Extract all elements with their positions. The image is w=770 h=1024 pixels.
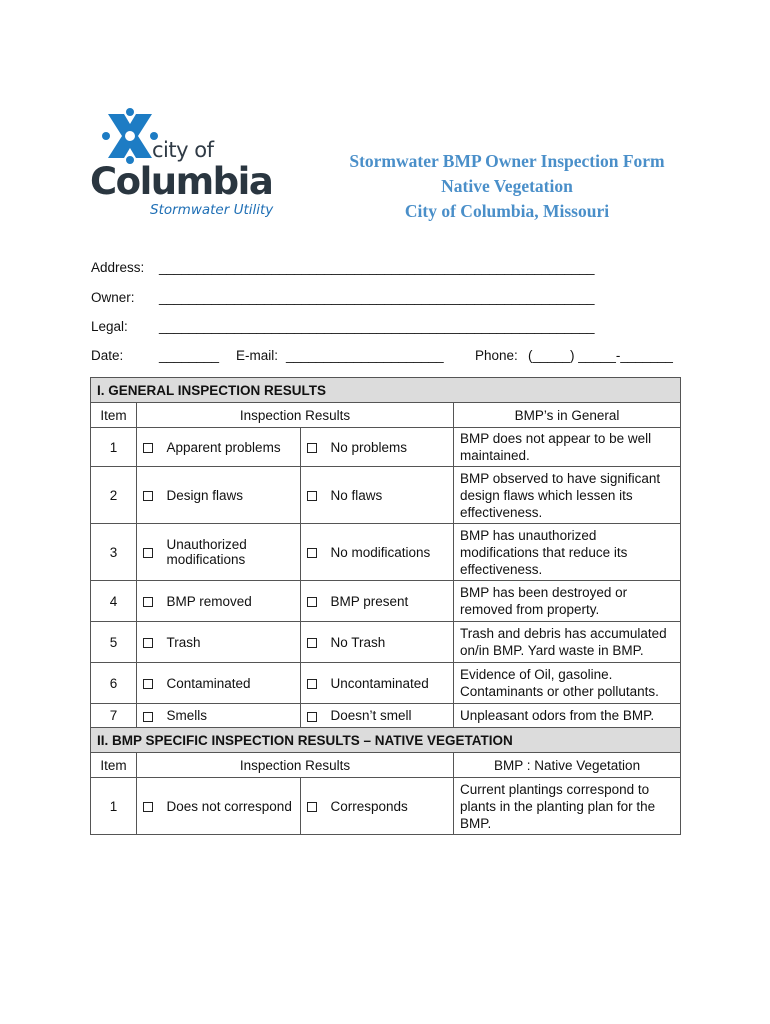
checkbox-bmp-removed[interactable] bbox=[137, 581, 163, 622]
option-label: Unauthorized modifications bbox=[163, 524, 301, 581]
phone-label: Phone: bbox=[475, 348, 518, 363]
col-item-header: Item bbox=[91, 403, 137, 428]
checkbox-no-trash[interactable] bbox=[301, 622, 327, 663]
option-label: No flaws bbox=[327, 467, 454, 524]
option-label: Contaminated bbox=[163, 663, 301, 704]
checkbox-icon[interactable] bbox=[143, 712, 153, 722]
logo-city-of: city of bbox=[152, 138, 214, 162]
form-title-line3: City of Columbia, Missouri bbox=[404, 201, 610, 221]
row-description: BMP has been destroyed or removed from property. bbox=[454, 581, 681, 622]
option-label: Does not correspond bbox=[163, 778, 301, 835]
checkbox-doesnt-smell[interactable] bbox=[301, 704, 327, 728]
row-item-number: 6 bbox=[91, 663, 137, 704]
checkbox-icon[interactable] bbox=[143, 638, 153, 648]
col-desc-header: BMP’s in General bbox=[454, 403, 681, 428]
checkbox-icon[interactable] bbox=[307, 679, 317, 689]
option-label: Corresponds bbox=[327, 778, 454, 835]
columbia-emblem-icon bbox=[102, 108, 158, 164]
form-title bbox=[300, 149, 714, 224]
row-description: Trash and debris has accumulated on/in BMP. Yard waste in BMP. bbox=[454, 622, 681, 663]
col-desc-header: BMP : Native Vegetation bbox=[454, 753, 681, 778]
table-row bbox=[91, 467, 681, 524]
option-label: Trash bbox=[163, 622, 301, 663]
row-item-number: 3 bbox=[91, 524, 137, 581]
checkbox-corresponds[interactable] bbox=[301, 778, 327, 835]
table-row bbox=[91, 704, 681, 728]
checkbox-apparent-problems[interactable] bbox=[137, 428, 163, 467]
row-description: Evidence of Oil, gasoline. Contaminants or other pollutants. bbox=[454, 663, 681, 704]
email-field[interactable]: _____________________ bbox=[286, 348, 444, 363]
logo-name: Columbia bbox=[90, 160, 273, 203]
row-description: BMP does not appear to be well maintained. bbox=[454, 428, 681, 467]
checkbox-does-not-correspond[interactable] bbox=[137, 778, 163, 835]
row-description: Current plantings correspond to plants in the planting plan for the BMP. bbox=[454, 778, 681, 835]
form-title-line2: Native Vegetation bbox=[441, 176, 573, 196]
date-label: Date: bbox=[91, 348, 124, 363]
checkbox-icon[interactable] bbox=[143, 443, 153, 453]
checkbox-icon[interactable] bbox=[307, 443, 317, 453]
logo-tagline: Stormwater Utility bbox=[150, 202, 274, 218]
checkbox-icon[interactable] bbox=[143, 802, 153, 812]
row-item-number: 1 bbox=[91, 428, 137, 467]
owner-field[interactable]: __________________________________________________________ bbox=[159, 290, 595, 305]
option-label: No problems bbox=[327, 428, 454, 467]
checkbox-no-flaws[interactable] bbox=[301, 467, 327, 524]
checkbox-icon[interactable] bbox=[307, 597, 317, 607]
checkbox-no-modifications[interactable] bbox=[301, 524, 327, 581]
option-label: Smells bbox=[163, 704, 301, 728]
checkbox-icon[interactable] bbox=[307, 802, 317, 812]
checkbox-bmp-present[interactable] bbox=[301, 581, 327, 622]
owner-label: Owner: bbox=[91, 290, 135, 305]
table-row bbox=[91, 778, 681, 835]
row-item-number: 1 bbox=[91, 778, 137, 835]
table-row bbox=[91, 581, 681, 622]
table-row bbox=[91, 524, 681, 581]
email-label: E-mail: bbox=[236, 348, 279, 363]
checkbox-design-flaws[interactable] bbox=[137, 467, 163, 524]
option-label: BMP removed bbox=[163, 581, 301, 622]
address-field[interactable]: __________________________________________________________ bbox=[159, 260, 595, 275]
table-row bbox=[91, 622, 681, 663]
form-title-line1: Stormwater BMP Owner Inspection Form bbox=[349, 151, 665, 171]
col-results-header: Inspection Results bbox=[137, 403, 454, 428]
checkbox-icon[interactable] bbox=[307, 548, 317, 558]
option-label: No modifications bbox=[327, 524, 454, 581]
city-logo bbox=[92, 108, 277, 223]
checkbox-icon[interactable] bbox=[307, 638, 317, 648]
checkbox-no-problems[interactable] bbox=[301, 428, 327, 467]
section-specific-title: II. BMP SPECIFIC INSPECTION RESULTS – NATIVE VEGETATION bbox=[91, 728, 681, 753]
date-field[interactable]: ________ bbox=[159, 348, 220, 363]
inspection-table bbox=[90, 377, 681, 835]
option-label: No Trash bbox=[327, 622, 454, 663]
checkbox-icon[interactable] bbox=[307, 491, 317, 501]
option-label: Design flaws bbox=[163, 467, 301, 524]
checkbox-icon[interactable] bbox=[143, 597, 153, 607]
checkbox-icon[interactable] bbox=[143, 491, 153, 501]
col-item-header: Item bbox=[91, 753, 137, 778]
row-item-number: 7 bbox=[91, 704, 137, 728]
checkbox-icon[interactable] bbox=[143, 548, 153, 558]
address-label: Address: bbox=[91, 260, 145, 275]
table-row bbox=[91, 428, 681, 467]
row-item-number: 4 bbox=[91, 581, 137, 622]
row-item-number: 5 bbox=[91, 622, 137, 663]
legal-field[interactable]: __________________________________________________________ bbox=[159, 319, 595, 334]
row-description: Unpleasant odors from the BMP. bbox=[454, 704, 681, 728]
row-item-number: 2 bbox=[91, 467, 137, 524]
row-description: BMP has unauthorized modifications that reduce its effectiveness. bbox=[454, 524, 681, 581]
checkbox-smells[interactable] bbox=[137, 704, 163, 728]
legal-label: Legal: bbox=[91, 319, 128, 334]
table-row bbox=[91, 663, 681, 704]
option-label: BMP present bbox=[327, 581, 454, 622]
option-label: Apparent problems bbox=[163, 428, 301, 467]
phone-field[interactable]: (_____) _____-_______ bbox=[528, 348, 673, 363]
checkbox-icon[interactable] bbox=[143, 679, 153, 689]
row-description: BMP observed to have significant design flaws which lessen its effectiveness. bbox=[454, 467, 681, 524]
col-results-header: Inspection Results bbox=[137, 753, 454, 778]
option-label: Doesn’t smell bbox=[327, 704, 454, 728]
checkbox-contaminated[interactable] bbox=[137, 663, 163, 704]
section-general-title: I. GENERAL INSPECTION RESULTS bbox=[91, 378, 681, 403]
checkbox-trash[interactable] bbox=[137, 622, 163, 663]
checkbox-uncontaminated[interactable] bbox=[301, 663, 327, 704]
checkbox-icon[interactable] bbox=[307, 712, 317, 722]
checkbox-unauthorized-modifications[interactable] bbox=[137, 524, 163, 581]
option-label: Uncontaminated bbox=[327, 663, 454, 704]
